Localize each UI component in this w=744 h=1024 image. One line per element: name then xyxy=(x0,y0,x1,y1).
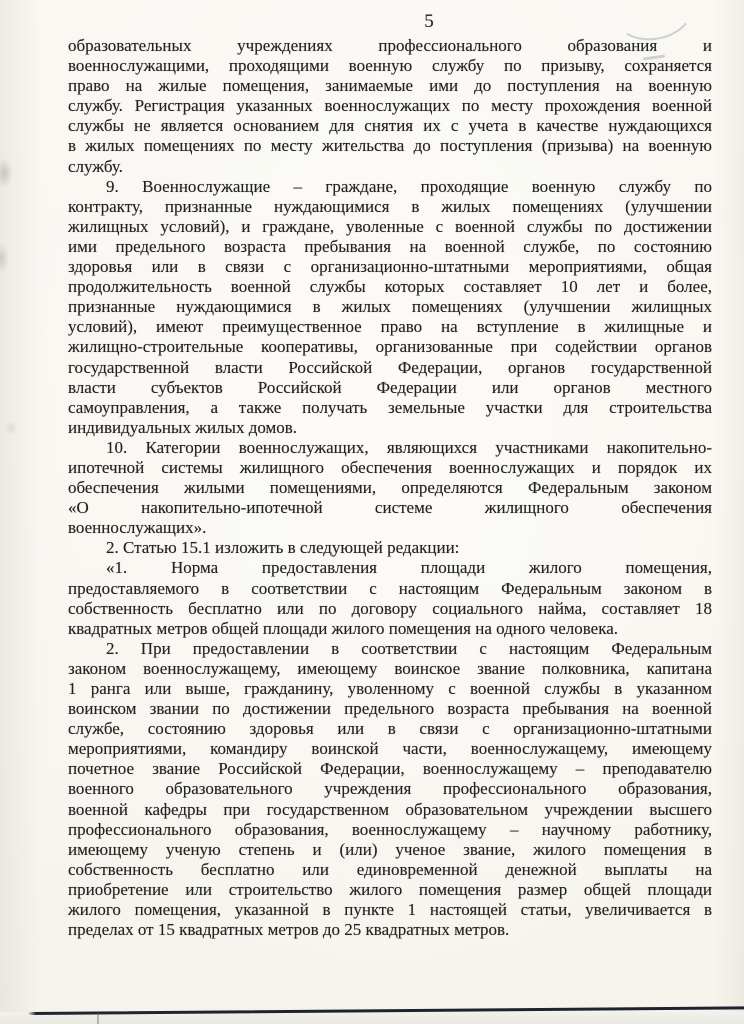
text-line: контракту, признанные нуждающимися в жилых помещениях (улучшении xyxy=(68,196,712,216)
text-line: продолжительность военной службы которых составляет 10 лет и более, xyxy=(68,277,712,297)
text-line: службу. Регистрация указанных военнослужащих по месту прохождения военной xyxy=(68,96,712,116)
text-line: собственность бесплатно или по договору социального найма, составляет 18 xyxy=(68,598,712,618)
text-line: собственность бесплатно или единовременной денежной выплаты на xyxy=(68,859,712,879)
text-line: воинском звании по достижении предельного возраста пребывания на военной xyxy=(68,699,712,719)
paragraph-norm-1 xyxy=(68,558,712,638)
text-line: образовательных учреждениях профессионального образования и xyxy=(68,36,712,55)
text-line: 1 ранга или выше, гражданину, уволенному с военной службы в указанном xyxy=(68,679,712,698)
text-line: предоставляемого в соответствии с настоящим Федеральным законом в xyxy=(68,578,712,598)
text-line: службы не является основанием для снятия их с учета в качестве нуждающихся xyxy=(68,116,712,136)
text-line: обеспечения жилыми помещениями, определяются Федеральным законом xyxy=(68,478,712,498)
text-line: «О накопительно-ипотечной системе жилищного обеспечения xyxy=(68,498,712,518)
page-number: 5 xyxy=(424,11,434,32)
text-line: квадратных метров общей площади жилого помещения на одного человека. xyxy=(68,618,619,638)
paragraph-article-15-1 xyxy=(68,538,712,558)
text-line: 10. Категории военнослужащих, являющихся участниками накопительно- xyxy=(106,437,712,457)
text-line: «1. Норма предоставления площади жилого помещения, xyxy=(106,558,712,578)
scan-smudge xyxy=(0,242,9,274)
paragraph-item-10 xyxy=(68,438,712,538)
text-line: службу. xyxy=(68,156,123,176)
text-line: военнослужащих». xyxy=(68,518,207,538)
text-line: условий), имеют преимущественное право на вступление в жилищные и xyxy=(68,317,712,337)
text-line: профессионального образования, военнослужащему – научному работнику, xyxy=(68,819,712,839)
text-line: индивидуальных жилых домов. xyxy=(68,417,298,437)
scan-edge-tick xyxy=(97,1013,99,1024)
text-line: власти субъектов Российской Федерации или органов местного xyxy=(68,377,712,397)
text-line: мероприятиями, командиру воинской части, военнослужащему, имеющему xyxy=(68,739,712,759)
text-line: жилищных условий), и граждане, уволенные с военной службы по достижении xyxy=(68,216,712,236)
scan-smudge xyxy=(4,420,18,436)
text-line: военного образовательного учреждения профессионального образования, xyxy=(68,779,712,799)
text-line: 9. Военнослужащие – граждане, проходящие военную службу по xyxy=(106,176,712,196)
text-line: службе, состоянию здоровья или в связи с организационно-штатными xyxy=(68,719,712,739)
text-line: законом военнослужащему, имеющему воинское звание полковника, капитана xyxy=(68,658,712,678)
text-line: здоровья или в связи с организационно-штатными мероприятиями, общая xyxy=(68,257,712,277)
text-line: жилищно-строительные кооперативы, организованные при содействии органов xyxy=(68,337,712,357)
text-line: ипотечной системы жилищного обеспечения военнослужащих и порядок их xyxy=(68,457,712,477)
text-line: признанные нуждающимися в жилых помещениях (улучшении жилищных xyxy=(68,297,712,317)
text-line: военной кафедры при государственном образовательном учреждении высшего xyxy=(68,799,712,819)
paragraph-norm-2 xyxy=(68,639,712,940)
text-line: самоуправления, а также получать земельные участки для строительства xyxy=(68,397,712,417)
text-line: в жилых помещениях по месту жительства до поступления (призыва) на военную xyxy=(68,136,712,156)
text-line: 2. При предоставлении в соответствии с настоящим Федеральным xyxy=(106,638,712,658)
text-line: ими предельного возраста пребывания на военной службе, по состоянию xyxy=(68,236,712,256)
text-line: жилого помещения, указанной в пункте 1 настоящей статьи, увеличивается в xyxy=(68,900,712,920)
text-line: имеющему ученую степень и (или) ученое звание, жилого помещения в xyxy=(68,839,712,859)
text-line: военнослужащими, проходящими военную службу по призыву, сохраняется xyxy=(68,56,712,76)
scan-smudge xyxy=(0,158,13,188)
text-line: приобретение или строительство жилого помещения размер общей площади xyxy=(68,879,712,899)
text-line: почетное звание Российской Федерации, военнослужащему – преподавателю xyxy=(68,759,712,779)
text-line: государственной власти Российской Федерации, органов государственной xyxy=(68,357,712,377)
text-line: пределах от 15 квадратных метров до 25 квадратных метров. xyxy=(68,920,510,940)
text-line: право на жилые помещения, занимаемые ими до поступления на военную xyxy=(68,76,712,96)
paragraph-item-9 xyxy=(68,177,712,438)
paragraph-continuation xyxy=(68,36,712,177)
document-body xyxy=(68,36,712,940)
text-line: 2. Статью 15.1 изложить в следующей редакции: xyxy=(106,538,460,558)
